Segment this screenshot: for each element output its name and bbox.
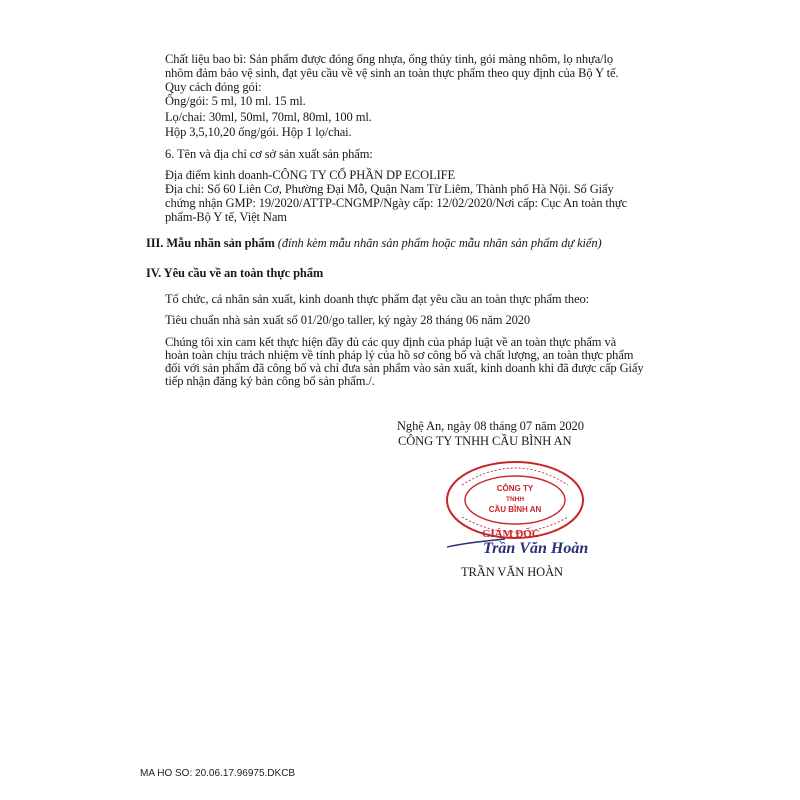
spec-tube: Ống/gói: 5 ml, 10 ml. 15 ml. [165, 94, 306, 108]
stamp-line-2: TNHH [505, 496, 525, 503]
commitment-line-4: tiếp nhận đăng ký bản công bố sản phẩm./. [165, 374, 375, 388]
stamp-line-1: CÔNG TY [496, 484, 534, 493]
section-3-title: III. Mẫu nhãn sản phẩm [146, 236, 275, 250]
address-line-1: Địa chỉ: Số 60 Liên Cơ, Phường Đại Mỗ, Quận Nam Từ Liêm, Thành phố Hà Nội. Số Giấy [165, 182, 614, 196]
commitment-line-3: đối với sản phẩm đã công bố và chỉ đưa sản phẩm vào sản xuất, kinh doanh khi đã được cấp Giấy [165, 361, 644, 375]
director-title: GIÁM ĐỐC [482, 528, 540, 540]
business-location: Địa điểm kinh doanh-CÔNG TY CỔ PHẦN DP ECOLIFE [165, 168, 456, 182]
address-line-2: chứng nhận GMP: 19/2020/ATTP-CNGMP/Ngày cấp: 12/02/2020/Nơi cấp: Cục An toàn thực [165, 196, 628, 210]
file-code: MA HO SO: 20.06.17.96975.DKCB [140, 768, 296, 779]
section-4-line-2: Tiêu chuẩn nhà sản xuất số 01/20/go taller, ký ngày 28 tháng 06 năm 2020 [165, 313, 531, 327]
packaging-material-text-cont: nhôm đảm bảo vệ sinh, đạt yêu cầu về vệ sinh an toàn thực phẩm theo quy định của Bộ Y tế. [165, 66, 619, 80]
commitment-line-2: hoàn toàn chịu trách nhiệm về tính pháp lý của hồ sơ công bố và chất lượng, an toàn thực phẩm [165, 348, 634, 362]
company-name: CÔNG TY TNHH CẦU BÌNH AN [398, 434, 572, 448]
stamp-line-3: CẦU BÌNH AN [488, 505, 542, 514]
section-4-title: IV. Yêu cầu về an toàn thực phẩm [146, 266, 324, 280]
section-3-note: (đính kèm mẫu nhãn sản phẩm hoặc mẫu nhãn sản phẩm dự kiến) [277, 236, 602, 250]
address-line-3: phẩm-Bộ Y tế, Việt Nam [165, 210, 287, 224]
commitment-line-1: Chúng tôi xin cam kết thực hiện đầy đủ các quy định của pháp luật về an toàn thực phẩm và [165, 335, 617, 349]
spec-bottle: Lọ/chai: 30ml, 50ml, 70ml, 80ml, 100 ml. [165, 110, 372, 124]
section-3-heading [146, 236, 602, 250]
signer-name: TRẦN VĂN HOÀN [461, 565, 563, 579]
signature [445, 525, 620, 565]
section-6-title: 6. Tên và địa chỉ cơ sở sản xuất sản phẩm: [165, 147, 373, 161]
place-date: Nghệ An, ngày 08 tháng 07 năm 2020 [397, 419, 584, 433]
spec-box: Hộp 3,5,10,20 ống/gói. Hộp 1 lọ/chai. [165, 125, 352, 139]
signature-script: Trần Văn Hoàn [483, 540, 589, 557]
packaging-material-text: Chất liệu bao bì: Sản phẩm được đóng ống nhựa, ống thủy tinh, gói màng nhôm, lọ nhựa/lọ [165, 52, 614, 66]
section-4-line-1: Tổ chức, cá nhân sản xuất, kinh doanh thực phẩm đạt yêu cầu an toàn thực phẩm theo: [165, 292, 590, 306]
packaging-spec-title: Quy cách đóng gói: [165, 80, 262, 94]
